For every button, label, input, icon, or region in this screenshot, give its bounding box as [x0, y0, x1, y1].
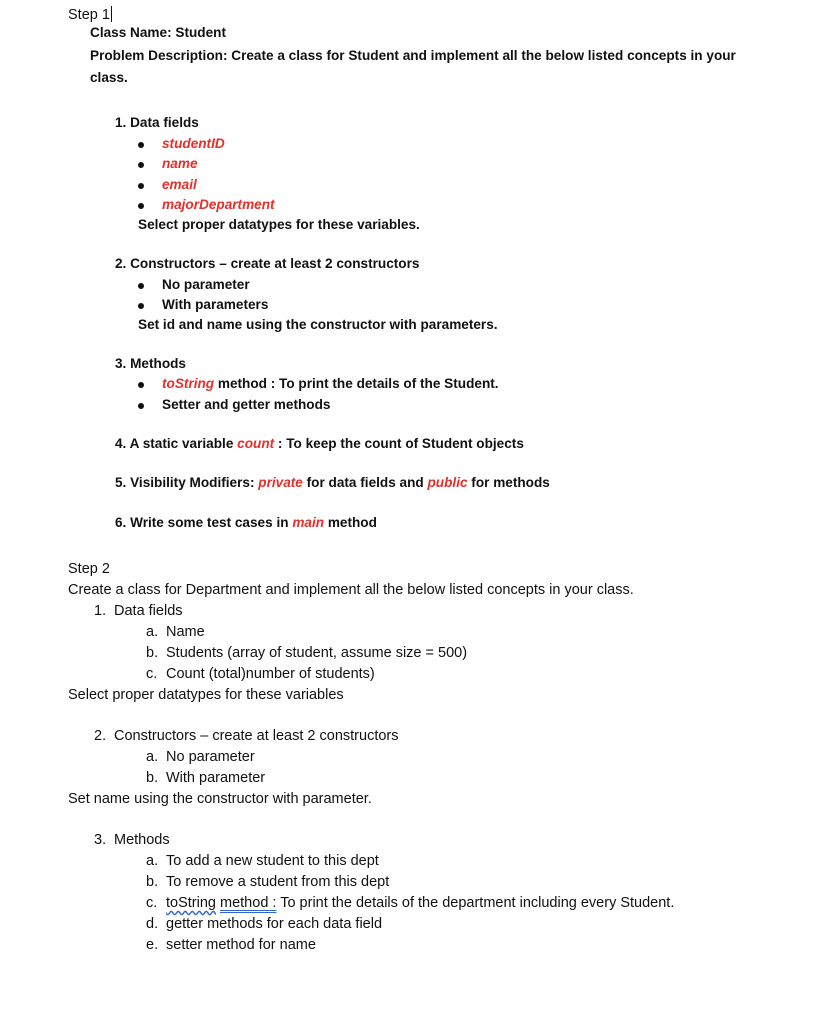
- dept-methods-heading: 3. Methods: [94, 832, 170, 848]
- text-cursor: [111, 6, 112, 22]
- spellcheck-tostring: toString: [166, 895, 216, 911]
- dept-constructor-note: Set name using the constructor with parameter.: [68, 791, 372, 807]
- dept-method-tostring: c. toString method : To print the details of the department including every Student.: [146, 895, 675, 911]
- step2-intro: Create a class for Department and implement all the below listed concepts in your class.: [68, 582, 634, 598]
- field-email: email: [162, 177, 197, 192]
- class-name: Class Name: Student: [90, 25, 226, 40]
- keyword-private: private: [258, 475, 303, 490]
- dept-method-add: a. To add a new student to this dept: [146, 853, 379, 869]
- section-methods-title: 3. Methods: [115, 356, 186, 371]
- field-name: name: [162, 156, 198, 171]
- step1-heading: Step 1: [68, 7, 110, 23]
- problem-description-line1: Problem Description: Create a class for Student and implement all the below listed concepts in your: [90, 48, 736, 63]
- section-static-variable: 4. A static variable count : To keep the count of Student objects: [115, 436, 524, 451]
- section-visibility-modifiers: 5. Visibility Modifiers: private for data fields and public for methods: [115, 475, 550, 490]
- dept-method-remove: b. To remove a student from this dept: [146, 874, 390, 890]
- datatypes-note: Select proper datatypes for these variables.: [138, 217, 420, 232]
- section-test-cases: 6. Write some test cases in main method: [115, 515, 377, 530]
- step2-heading: Step 2: [68, 561, 110, 577]
- section-constructors-title: 2. Constructors – create at least 2 constructors: [115, 256, 420, 271]
- keyword-public: public: [427, 475, 468, 490]
- keyword-tostring: toString: [162, 376, 215, 391]
- constructor-no-parameter: No parameter: [162, 277, 250, 292]
- dept-constructor-with-parameter: b. With parameter: [146, 770, 266, 786]
- dept-datatypes-note: Select proper datatypes for these variables: [68, 687, 344, 703]
- dept-field-students: b. Students (array of student, assume size = 500): [146, 645, 468, 661]
- constructor-note: Set id and name using the constructor with parameters.: [138, 317, 498, 332]
- data-fields-heading: 1. Data fields: [94, 603, 183, 619]
- dept-method-getters: d. getter methods for each data field: [146, 916, 383, 932]
- field-majordepartment: majorDepartment: [162, 197, 275, 212]
- constructor-with-parameters: With parameters: [162, 297, 269, 312]
- problem-description-line2: class.: [90, 70, 128, 85]
- keyword-count: count: [237, 436, 275, 451]
- method-setters-getters: Setter and getter methods: [162, 397, 331, 412]
- dept-field-count: c. Count (total)number of students): [146, 666, 375, 682]
- keyword-main: main: [292, 515, 325, 530]
- grammar-check-method: method :: [220, 895, 277, 911]
- field-studentid: studentID: [162, 136, 225, 151]
- dept-constructor-no-parameter: a. No parameter: [146, 749, 255, 765]
- dept-field-name: a. Name: [146, 624, 205, 640]
- section-data-fields-title: 1. Data fields: [115, 115, 199, 130]
- dept-constructors-heading: 2. Constructors – create at least 2 constructors: [94, 728, 399, 744]
- method-tostring: toString method : To print the details of the Student.: [162, 376, 499, 391]
- dept-method-setter: e. setter method for name: [146, 937, 316, 953]
